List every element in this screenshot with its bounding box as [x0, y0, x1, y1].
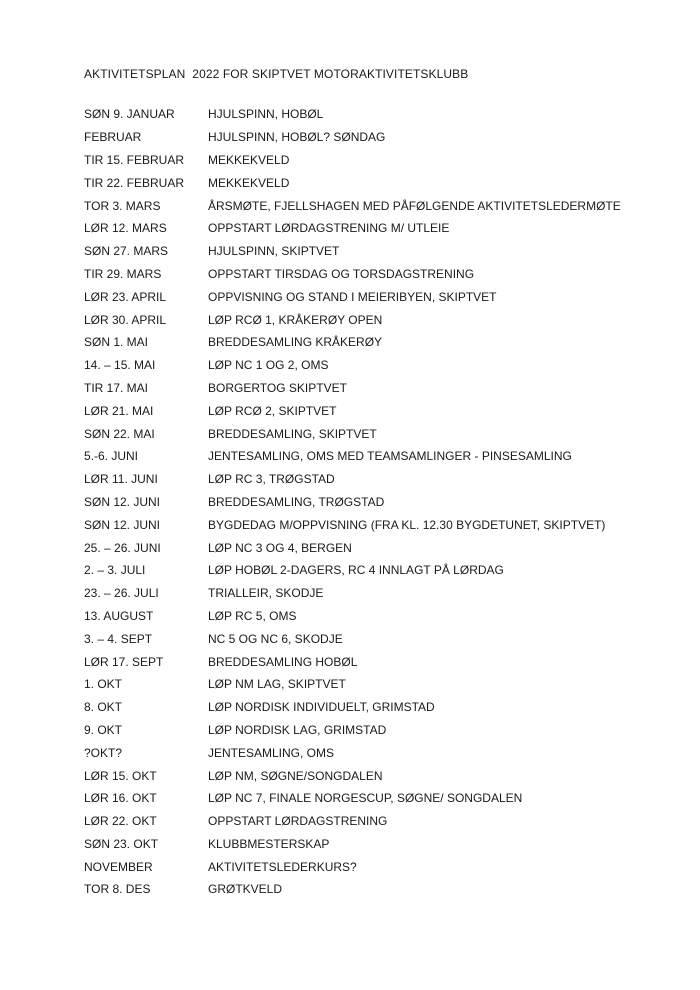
- schedule-activity: KLUBBMESTERSKAP: [208, 836, 330, 851]
- schedule-date: LØR 12. MARS: [84, 221, 167, 236]
- schedule-row: [84, 582, 684, 605]
- schedule-row: [84, 354, 684, 377]
- schedule-row: [84, 673, 684, 696]
- schedule-date: SØN 23. OKT: [84, 836, 159, 851]
- schedule-date: LØR 15. OKT: [84, 768, 157, 783]
- schedule-row: [84, 741, 684, 764]
- schedule-activity: GRØTKVELD: [208, 882, 283, 897]
- schedule-activity: JENTESAMLING, OMS: [208, 745, 335, 760]
- schedule-date: SØN 1. MAI: [84, 335, 149, 350]
- schedule-activity: AKTIVITETSLEDERKURS?: [208, 859, 357, 874]
- schedule-activity: HJULSPINN, SKIPTVET: [208, 244, 340, 259]
- schedule-activity: LØP RC 3, TRØGSTAD: [208, 472, 335, 487]
- schedule-date: TIR 17. MAI: [84, 380, 149, 395]
- schedule-row: [84, 399, 684, 422]
- schedule-date: 9. OKT: [84, 722, 123, 737]
- schedule-row: [84, 377, 684, 400]
- schedule-row: [84, 696, 684, 719]
- schedule-date: 14. – 15. MAI: [84, 358, 156, 373]
- schedule-row: [84, 149, 684, 172]
- schedule-activity: BREDDESAMLING KRÅKERØY: [208, 335, 383, 350]
- schedule-date: SØN 12. JUNI: [84, 517, 161, 532]
- schedule-row: [84, 833, 684, 856]
- schedule-activity: MEKKEKVELD: [208, 175, 290, 190]
- schedule-date: TOR 3. MARS: [84, 198, 161, 213]
- schedule-activity: MEKKEKVELD: [208, 152, 290, 167]
- schedule-activity: LØP NC 3 OG 4, BERGEN: [208, 540, 352, 555]
- schedule-date: TIR 22. FEBRUAR: [84, 175, 185, 190]
- schedule-date: 3. – 4. SEPT: [84, 631, 153, 646]
- schedule-activity: OPPSTART LØRDAGSTRENING M/ UTLEIE: [208, 221, 450, 236]
- schedule-date: ?OKT?: [84, 745, 123, 760]
- schedule-row: [84, 764, 684, 787]
- schedule-date: 1. OKT: [84, 677, 123, 692]
- schedule-activity: LØP NM, SØGNE/SONGDALEN: [208, 768, 383, 783]
- schedule-row: [84, 605, 684, 628]
- schedule-row: [84, 878, 684, 901]
- schedule-date: NOVEMBER: [84, 859, 153, 874]
- schedule-row: [84, 627, 684, 650]
- schedule-activity: TRIALLEIR, SKODJE: [208, 586, 324, 601]
- schedule-row: [84, 536, 684, 559]
- schedule-row: [84, 855, 684, 878]
- schedule-row: [84, 194, 684, 217]
- schedule-row: [84, 126, 684, 149]
- schedule-row: [84, 331, 684, 354]
- schedule-activity: BREDDESAMLING HOBØL: [208, 654, 358, 669]
- activity-schedule: [84, 103, 684, 901]
- schedule-row: [84, 719, 684, 742]
- schedule-row: [84, 285, 684, 308]
- schedule-date: FEBRUAR: [84, 130, 142, 145]
- schedule-row: [84, 513, 684, 536]
- schedule-activity: BORGERTOG SKIPTVET: [208, 380, 347, 395]
- schedule-activity: LØP NC 7, FINALE NORGESCUP, SØGNE/ SONGDALEN: [208, 791, 523, 806]
- schedule-row: [84, 103, 684, 126]
- schedule-date: SØN 12. JUNI: [84, 494, 161, 509]
- schedule-activity: OPPSTART LØRDAGSTRENING: [208, 814, 388, 829]
- schedule-activity: OPPVISNING OG STAND I MEIERIBYEN, SKIPTVET: [208, 289, 497, 304]
- schedule-date: SØN 27. MARS: [84, 244, 169, 259]
- schedule-row: [84, 308, 684, 331]
- schedule-row: [84, 810, 684, 833]
- schedule-row: [84, 171, 684, 194]
- schedule-activity: BREDDESAMLING, TRØGSTAD: [208, 494, 385, 509]
- schedule-activity: LØP RCØ 2, SKIPTVET: [208, 403, 337, 418]
- schedule-activity: LØP RCØ 1, KRÅKERØY OPEN: [208, 312, 383, 327]
- schedule-date: TOR 8. DES: [84, 882, 151, 897]
- schedule-row: [84, 217, 684, 240]
- schedule-date: LØR 22. OKT: [84, 814, 157, 829]
- schedule-date: SØN 22. MAI: [84, 426, 155, 441]
- schedule-date: LØR 17. SEPT: [84, 654, 164, 669]
- schedule-date: 25. – 26. JUNI: [84, 540, 161, 555]
- schedule-row: [84, 422, 684, 445]
- schedule-activity: LØP NM LAG, SKIPTVET: [208, 677, 346, 692]
- schedule-date: TIR 29. MARS: [84, 266, 162, 281]
- schedule-date: LØR 16. OKT: [84, 791, 157, 806]
- schedule-date: 23. – 26. JULI: [84, 586, 159, 601]
- schedule-date: LØR 11. JUNI: [84, 472, 158, 487]
- schedule-row: [84, 787, 684, 810]
- schedule-activity: LØP NC 1 OG 2, OMS: [208, 358, 329, 373]
- schedule-date: LØR 30. APRIL: [84, 312, 167, 327]
- schedule-activity: LØP NORDISK INDIVIDUELT, GRIMSTAD: [208, 700, 435, 715]
- schedule-activity: OPPSTART TIRSDAG OG TORSDAGSTRENING: [208, 266, 475, 281]
- schedule-date: 8. OKT: [84, 700, 123, 715]
- schedule-date: TIR 15. FEBRUAR: [84, 152, 185, 167]
- schedule-date: 13. AUGUST: [84, 608, 154, 623]
- schedule-activity: HJULSPINN, HOBØL: [208, 107, 324, 122]
- schedule-activity: LØP HOBØL 2-DAGERS, RC 4 INNLAGT PÅ LØRDAG: [208, 563, 504, 578]
- schedule-row: [84, 559, 684, 582]
- schedule-row: [84, 240, 684, 263]
- schedule-row: [84, 491, 684, 514]
- schedule-date: LØR 21. MAI: [84, 403, 154, 418]
- schedule-row: [84, 263, 684, 286]
- schedule-activity: BREDDESAMLING, SKIPTVET: [208, 426, 377, 441]
- schedule-activity: HJULSPINN, HOBØL? SØNDAG: [208, 130, 386, 145]
- schedule-activity: JENTESAMLING, OMS MED TEAMSAMLINGER - PINSESAMLING: [208, 449, 572, 464]
- schedule-activity: NC 5 OG NC 6, SKODJE: [208, 631, 343, 646]
- schedule-date: SØN 9. JANUAR: [84, 107, 175, 122]
- schedule-row: [84, 445, 684, 468]
- schedule-date: 5.-6. JUNI: [84, 449, 139, 464]
- schedule-activity: LØP RC 5, OMS: [208, 608, 297, 623]
- document-title: AKTIVITETSPLAN 2022 FOR SKIPTVET MOTORAKTIVITETSKLUBB: [84, 67, 469, 81]
- schedule-activity: LØP NORDISK LAG, GRIMSTAD: [208, 722, 387, 737]
- schedule-date: LØR 23. APRIL: [84, 289, 167, 304]
- schedule-date: 2. – 3. JULI: [84, 563, 146, 578]
- schedule-row: [84, 468, 684, 491]
- schedule-row: [84, 650, 684, 673]
- schedule-activity: BYGDEDAG M/OPPVISNING (FRA KL. 12.30 BYGDETUNET, SKIPTVET): [208, 517, 606, 532]
- schedule-activity: ÅRSMØTE, FJELLSHAGEN MED PÅFØLGENDE AKTIVITETSLEDERMØTE: [208, 198, 621, 213]
